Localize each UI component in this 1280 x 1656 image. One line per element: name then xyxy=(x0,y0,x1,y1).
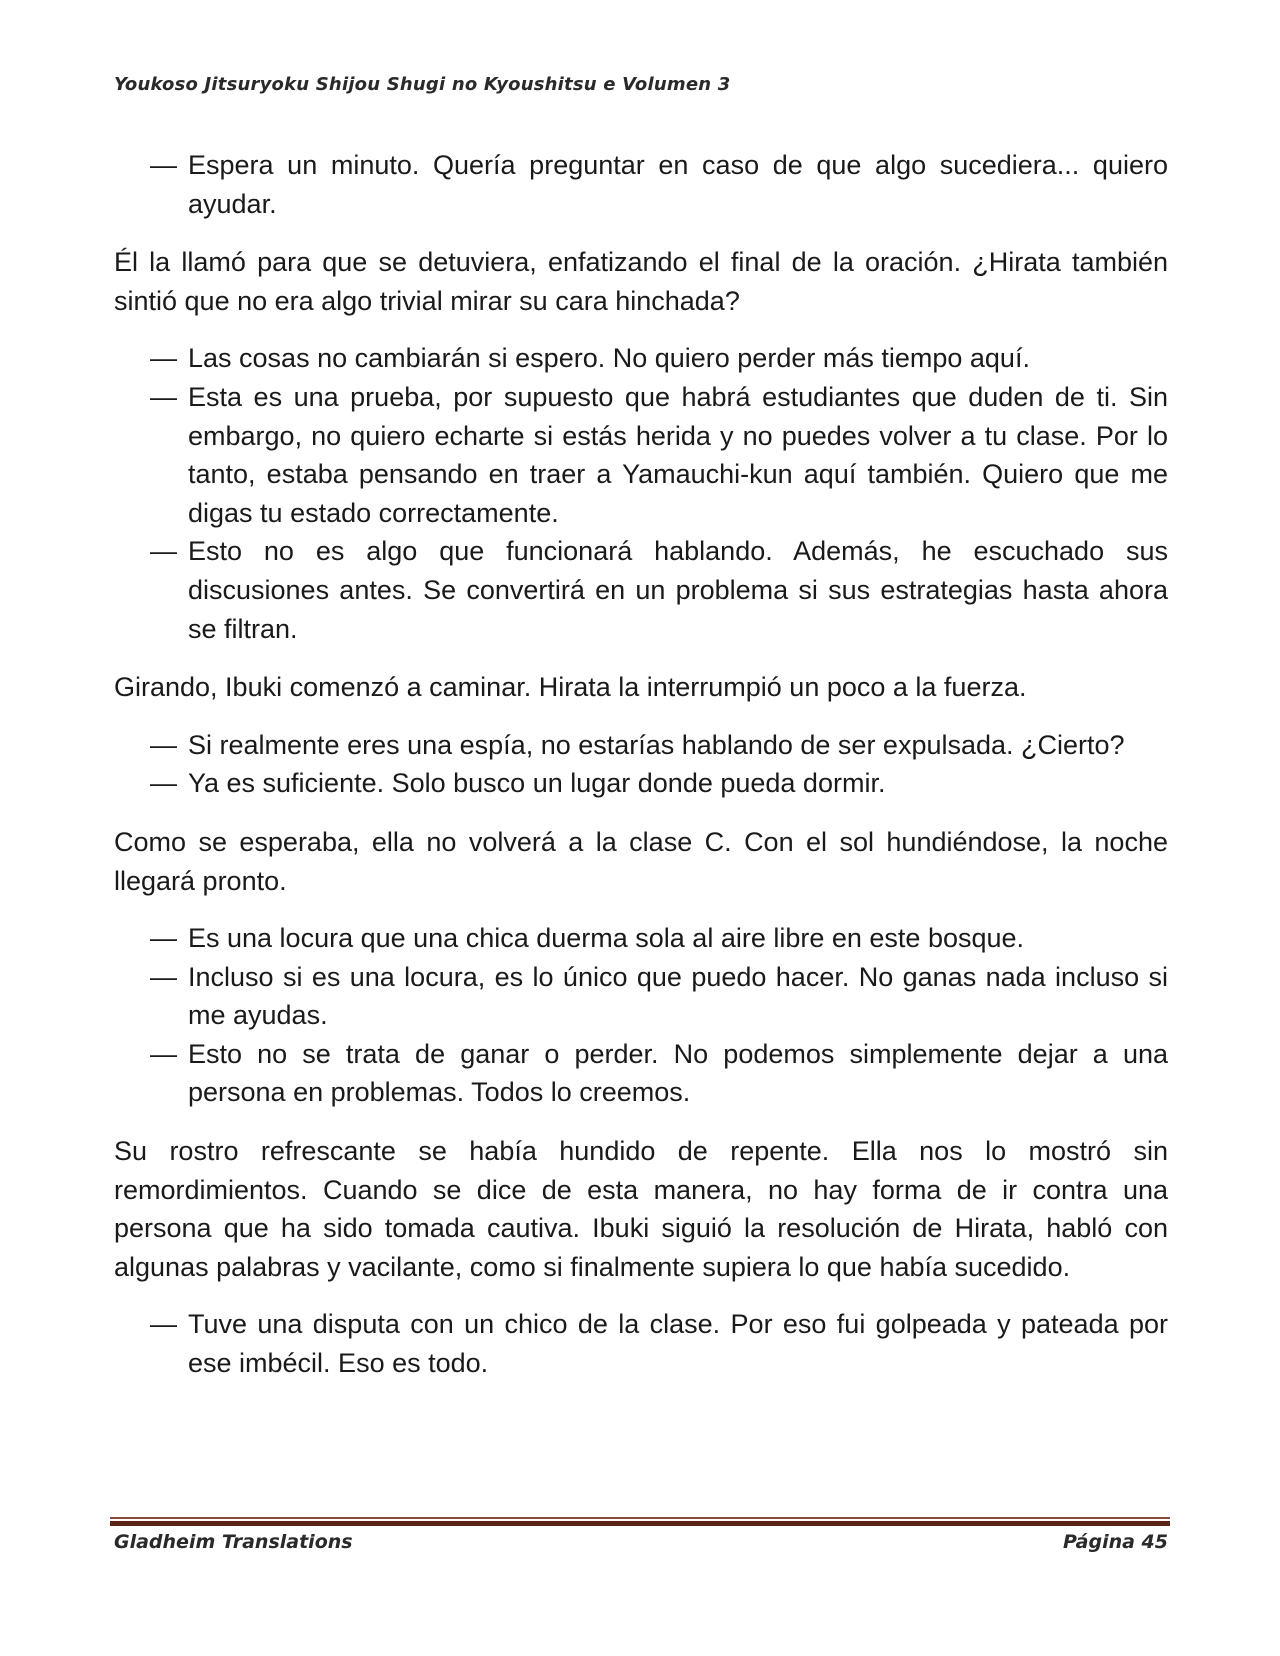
dialogue-group xyxy=(114,726,1168,803)
dialogue-text: Es una locura que una chica duerma sola al aire libre en este bosque. xyxy=(188,923,1025,954)
dialogue-text: Esto no es algo que funcionará hablando. Además, he escuchado sus discusiones antes. Se convertirá en un problema si sus estrategias hasta ahora se filtran. xyxy=(188,536,1168,644)
narration-paragraph: Como se esperaba, ella no volverá a la clase C. Con el sol hundiéndose, la noche llegará pronto. xyxy=(114,826,1168,896)
dialogue-text: Ya es suficiente. Solo busco un lugar donde pueda dormir. xyxy=(188,768,886,799)
page-body xyxy=(114,146,1168,1403)
dialogue-line xyxy=(114,1035,1168,1112)
dialogue-dash: — xyxy=(150,768,177,799)
dialogue-text: Si realmente eres una espía, no estarías hablando de ser expulsada. ¿Cierto? xyxy=(188,729,1125,760)
footer-divider xyxy=(110,1517,1170,1527)
running-header: Youkoso Jitsuryoku Shijou Shugi no Kyoushitsu e Volumen 3 xyxy=(114,74,731,95)
dialogue-line xyxy=(114,726,1168,765)
dialogue-dash: — xyxy=(150,961,177,992)
dialogue-line xyxy=(114,146,1168,223)
dialogue-text: Tuve una disputa con un chico de la clase. Por eso fui golpeada y pateada por ese imbécil. Eso es todo. xyxy=(188,1309,1168,1379)
dialogue-dash: — xyxy=(150,381,177,412)
dialogue-line xyxy=(114,532,1168,648)
dialogue-text: Esto no se trata de ganar o perder. No podemos simplemente dejar a una persona en problemas. Todos lo creemos. xyxy=(188,1038,1168,1108)
dialogue-line xyxy=(114,339,1168,378)
dialogue-line xyxy=(114,378,1168,532)
dialogue-line xyxy=(114,764,1168,803)
dialogue-dash: — xyxy=(150,923,177,954)
footer-divider-thin-line xyxy=(110,1517,1170,1519)
dialogue-dash: — xyxy=(150,1038,177,1069)
dialogue-group xyxy=(114,919,1168,1112)
dialogue-text: Incluso si es una locura, es lo único que puedo hacer. No ganas nada incluso si me ayudas. xyxy=(188,961,1168,1031)
narration-paragraph: Su rostro refrescante se había hundido de repente. Ella nos lo mostró sin remordimientos. Cuando se dice de esta manera, no hay forma de ir contra una persona que ha sido tomada cautiva. Ibuki siguió la resolución de Hirata, habló con algunas palabras y vacilante, como si finalmente supiera lo que había sucedido. xyxy=(114,1136,1168,1282)
narration-paragraph: Girando, Ibuki comenzó a caminar. Hirata la interrumpió un poco a la fuerza. xyxy=(114,672,1027,703)
dialogue-dash: — xyxy=(150,150,177,180)
dialogue-dash: — xyxy=(150,343,177,374)
footer-page-number: Página 45 xyxy=(1062,1531,1168,1553)
dialogue-text: Espera un minuto. Quería preguntar en caso de que algo sucediera... quiero ayudar. xyxy=(188,150,1168,219)
dialogue-text: Las cosas no cambiarán si espero. No quiero perder más tiempo aquí. xyxy=(188,343,1030,374)
dialogue-line xyxy=(114,919,1168,958)
dialogue-text: Esta es una prueba, por supuesto que habrá estudiantes que duden de ti. Sin embargo, no quiero echarte si estás herida y no puedes volver a tu clase. Por lo tanto, estaba pensando en traer a Yamauchi-kun aquí también. Quiero que me digas tu estado correctamente. xyxy=(188,381,1168,528)
dialogue-dash: — xyxy=(150,729,177,760)
footer-divider-thick-line xyxy=(110,1521,1170,1526)
footer-translator-credit: Gladheim Translations xyxy=(114,1531,353,1553)
dialogue-dash: — xyxy=(150,536,177,567)
narration-paragraph: Él la llamó para que se detuviera, enfatizando el final de la oración. ¿Hirata también sintió que no era algo trivial mirar su cara hinchada? xyxy=(114,247,1168,316)
dialogue-group xyxy=(114,339,1168,648)
dialogue-line xyxy=(114,1305,1168,1382)
dialogue-group xyxy=(114,1305,1168,1382)
dialogue-line xyxy=(114,958,1168,1035)
dialogue-group xyxy=(114,146,1168,223)
dialogue-dash: — xyxy=(150,1309,177,1340)
